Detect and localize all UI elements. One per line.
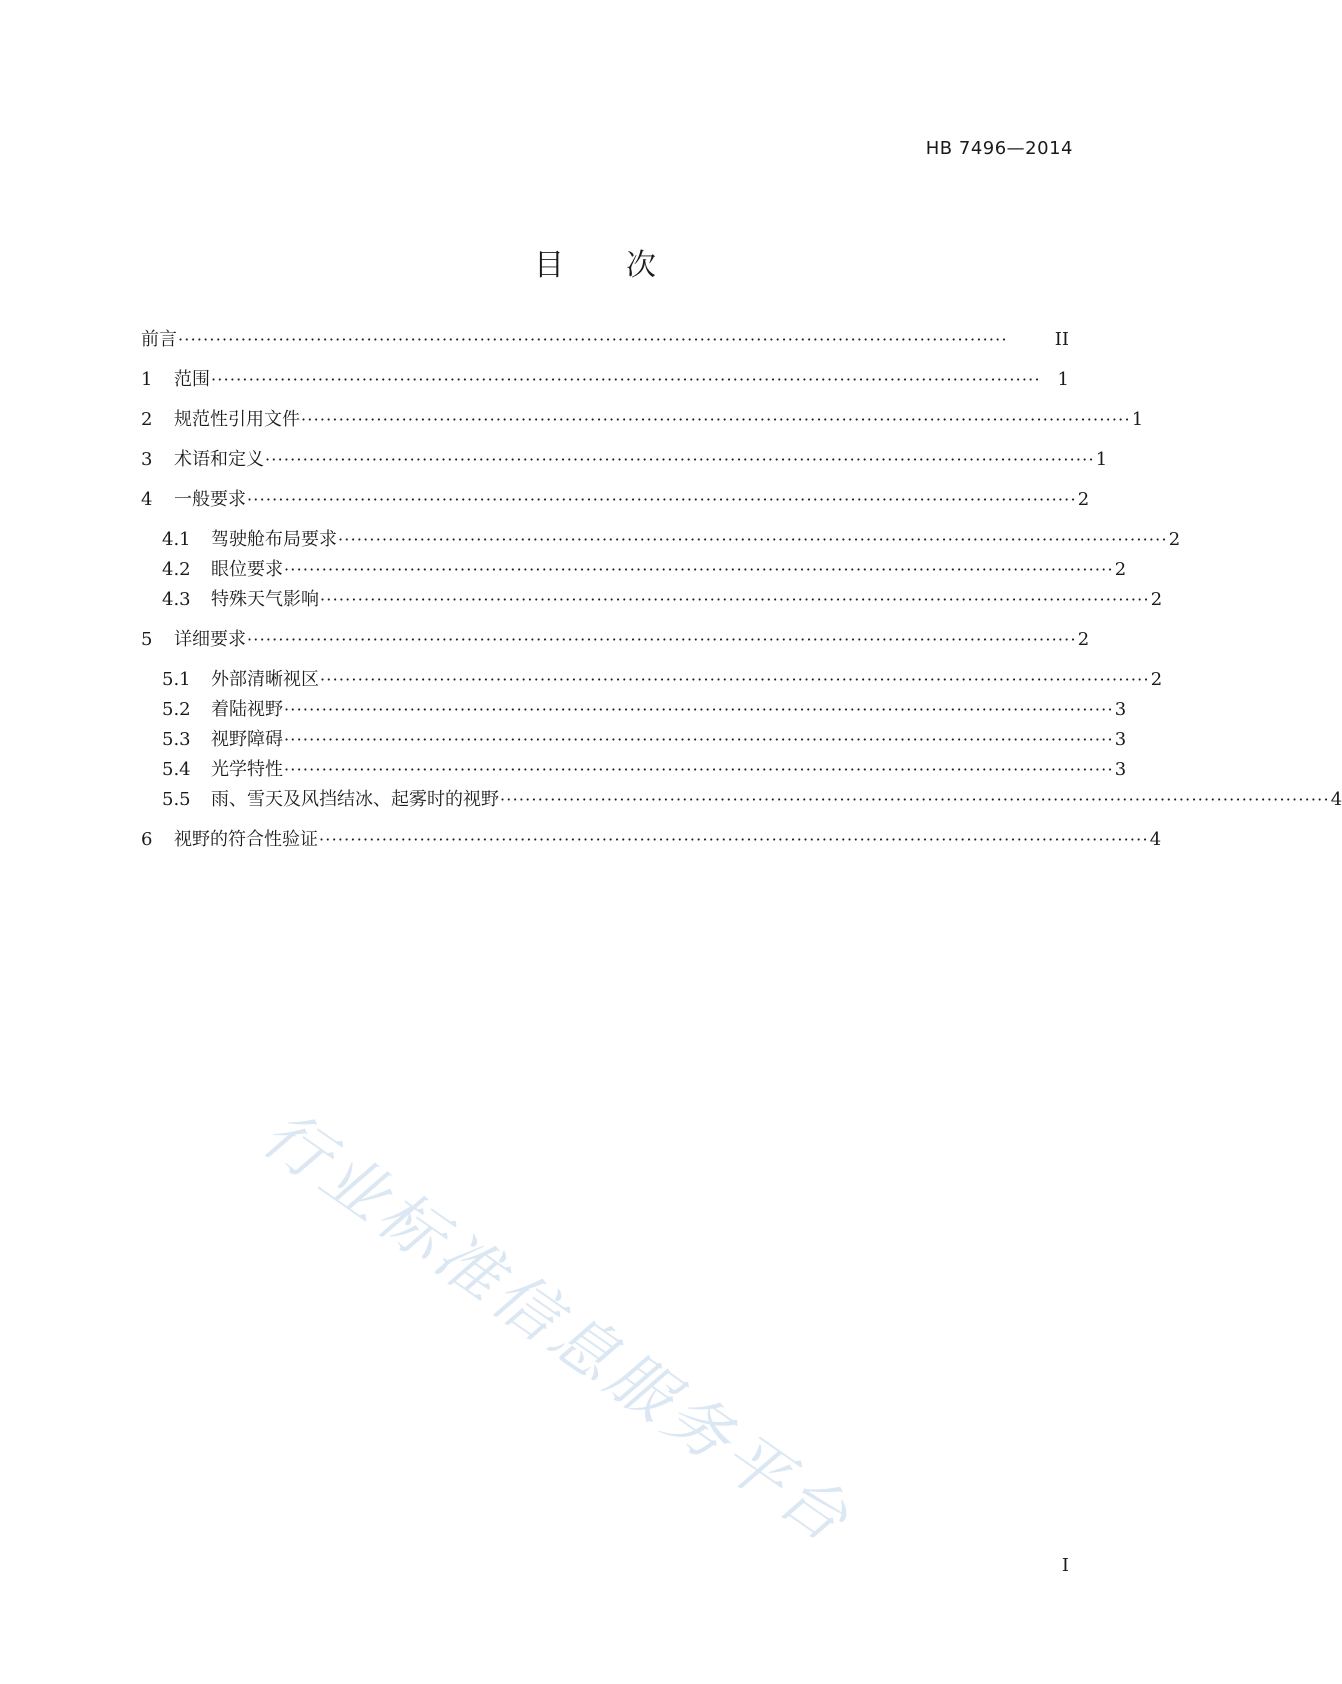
toc-entry-label: 外部清晰视区 [211,669,319,690]
standard-code: HB 7496—2014 [925,138,1073,159]
toc-entry-4-1[interactable] [162,528,1181,552]
leader-dots: ···································································································································· [338,530,1168,549]
toc-entry-page: 4 [1330,789,1342,810]
toc-entry-page: 2 [1150,669,1163,690]
toc-entry-page: 1 [1131,409,1144,430]
toc-entry-label: 视野的符合性验证 [174,829,318,850]
page-number: I [1061,1555,1069,1576]
leader-dots: ···································································································································· [284,730,1114,749]
leader-dots: ···································································································································· [320,590,1150,609]
toc-entry-number: 5.1 [162,669,191,690]
toc-entry-number: 3 [141,449,153,470]
toc-entry-page: 1 [1095,449,1108,470]
watermark: 行业标准信息服务平台 [248,1097,865,1560]
toc-entry-number: 5.3 [162,729,191,750]
toc-entry-6[interactable] [141,828,1162,852]
toc-entry-5-4[interactable] [162,758,1127,782]
toc-entry-label: 详细要求 [174,629,246,650]
toc-entry-label: 术语和定义 [174,449,264,470]
toc-entry-page: 2 [1150,589,1163,610]
leader-dots: ···································································································································· [320,670,1150,689]
toc-entry-5-3[interactable] [162,728,1127,752]
toc-entry-label: 特殊天气影响 [211,589,319,610]
toc-entry-number: 4.1 [162,529,191,550]
toc-entry-number: 4 [141,489,153,510]
toc-entry-number: 5.2 [162,699,191,720]
toc-entry-page: 3 [1114,729,1127,750]
leader-dots: ···································································································································· [500,790,1330,809]
toc-entry-5-2[interactable] [162,698,1127,722]
leader-dots: ···································································································································· [319,830,1149,849]
toc-entry-5-5[interactable] [162,788,1342,812]
leader-dots: ···································································································································· [247,490,1077,509]
toc-entry-page: 4 [1149,829,1162,850]
toc-entry-foreword[interactable] [141,328,1069,352]
toc-entry-label: 光学特性 [211,759,283,780]
toc-entry-number: 5 [141,629,153,650]
toc-entry-label: 眼位要求 [211,559,283,580]
toc-entry-page: 3 [1114,759,1127,780]
leader-dots: ···································································································································· [301,410,1131,429]
toc-entry-3[interactable] [141,448,1108,472]
toc-entry-5-1[interactable] [162,668,1163,692]
toc-entry-number: 4.3 [162,589,191,610]
leader-dots: ···································································································································· [247,630,1077,649]
title-char-2: 次 [626,248,656,283]
toc-entry-5[interactable] [141,628,1090,652]
toc-entry-label: 着陆视野 [211,699,283,720]
toc-entry-label: 范围 [174,369,210,390]
page-title [0,240,1190,284]
toc-entry-page: 3 [1114,699,1127,720]
toc-entry-2[interactable] [141,408,1144,432]
toc-entry-number: 5.5 [162,789,191,810]
toc-entry-page: 1 [1057,369,1069,390]
leader-dots: ···································································································································· [178,330,1008,349]
toc-entry-4-2[interactable] [162,558,1127,582]
leader-dots: ···································································································································· [284,560,1114,579]
leader-dots: ···································································································································· [211,370,1041,389]
leader-dots: ···································································································································· [284,760,1114,779]
toc-entry-label: 前言 [141,329,177,350]
toc-entry-label: 驾驶舱布局要求 [211,529,337,550]
toc-entry-label: 一般要求 [174,489,246,510]
leader-dots: ···································································································································· [284,700,1114,719]
toc-entry-label: 视野障碍 [211,729,283,750]
toc-entry-number: 4.2 [162,559,191,580]
toc-entry-label: 规范性引用文件 [174,409,300,430]
toc-entry-4[interactable] [141,488,1090,512]
leader-dots: ···································································································································· [265,450,1095,469]
toc-entry-page: 2 [1077,629,1090,650]
toc-entry-number: 6 [141,829,153,850]
toc-entry-number: 2 [141,409,153,430]
toc-entry-page: II [1054,329,1069,350]
title-char-1: 目 [534,248,564,283]
toc-entry-4-3[interactable] [162,588,1163,612]
toc-entry-page: 2 [1077,489,1090,510]
toc-entry-number: 5.4 [162,759,191,780]
toc-entry-label: 雨、雪天及风挡结冰、起雾时的视野 [211,789,499,810]
toc-entry-page: 2 [1168,529,1181,550]
toc-entry-page: 2 [1114,559,1127,580]
toc-entry-1[interactable] [141,368,1069,392]
toc-entry-number: 1 [141,369,153,390]
